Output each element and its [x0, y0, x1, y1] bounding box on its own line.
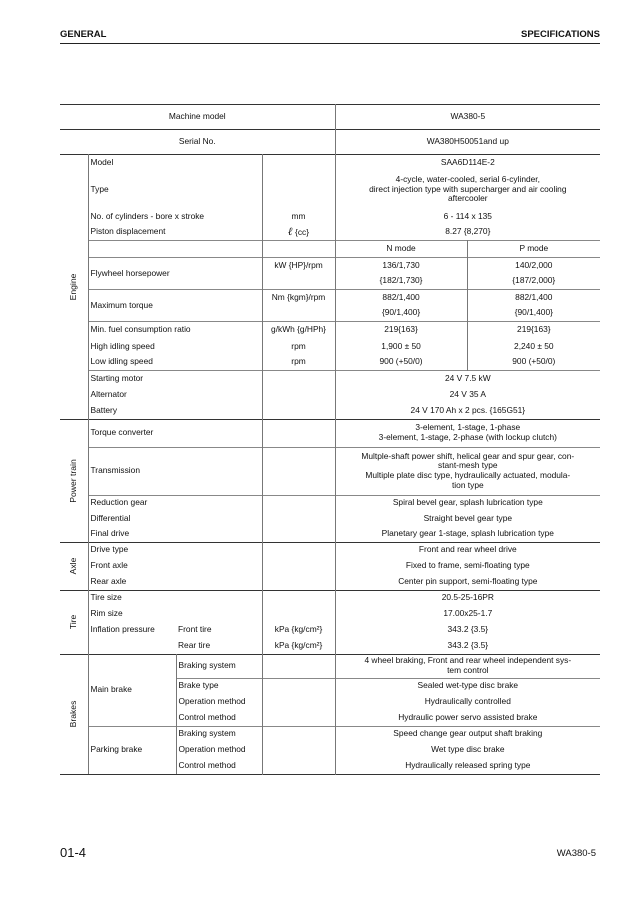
rim-size-label: Rim size — [90, 608, 123, 619]
engine-type-value: 4-cycle, water-cooled, serial 6-cylinder, direct injection type with supercharger and air cooling aftercooler — [335, 171, 600, 209]
table-row — [60, 606, 600, 622]
table-row — [60, 339, 600, 355]
table-row — [60, 225, 600, 241]
p-mode-header: P mode — [467, 241, 600, 258]
alternator-value: 24 V 35 A — [335, 387, 600, 403]
main-braking-system-value: 4 wheel braking, Front and rear wheel independent sys- tem control — [335, 654, 600, 678]
front-axle-label: Front axle — [90, 560, 128, 571]
table-row — [60, 726, 600, 742]
unit-cell — [262, 171, 335, 209]
flywheel-n-value: 136/1,730 — [335, 258, 467, 274]
flywheel-label: Flywheel horsepower — [90, 267, 170, 278]
torque-n-kgm: {90/1,400} — [335, 306, 467, 322]
starter-label: Starting motor — [90, 372, 144, 383]
engine-model-value: SAA6D114E-2 — [335, 155, 600, 171]
park-control-value: Hydraulically released spring type — [335, 758, 600, 774]
serial-label: Serial No. — [178, 136, 216, 147]
rear-tire-value: 343.2 {3.5} — [335, 638, 600, 654]
rear-tire-label: Rear tire — [178, 639, 211, 650]
main-brake-label: Main brake — [90, 684, 132, 695]
front-axle-value: Fixed to frame, semi-floating type — [335, 558, 600, 574]
table-row — [60, 654, 600, 678]
flywheel-n-hp: {182/1,730} — [335, 274, 467, 290]
table-row — [60, 171, 600, 209]
table-row — [60, 511, 600, 526]
table-row — [60, 322, 600, 339]
low-idle-unit: rpm — [262, 355, 335, 371]
table-row — [60, 419, 600, 447]
torque-label: Maximum torque — [90, 299, 153, 310]
table-row — [60, 447, 600, 495]
engine-model-label: Model — [90, 156, 114, 167]
reduction-gear-value: Spiral bevel gear, splash lubrication type — [335, 495, 600, 511]
battery-value: 24 V 170 Ah x 2 pcs. {165G51} — [335, 403, 600, 419]
group-label-tire: Tire — [60, 590, 88, 654]
table-row — [60, 258, 600, 274]
flywheel-p-hp: {187/2,000} — [467, 274, 600, 290]
page-header — [60, 29, 600, 44]
displacement-unit: ℓ {cc} — [262, 225, 335, 241]
fuel-label: Min. fuel consumption ratio — [90, 324, 191, 335]
cylinders-label: No. of cylinders - bore x stroke — [90, 210, 205, 221]
park-braking-system-label: Braking system — [176, 726, 262, 742]
fuel-unit: g/kWh {g/HPh} — [262, 322, 335, 339]
tire-size-value: 20.5-25-16PR — [335, 590, 600, 606]
low-idle-label: Low idling speed — [90, 356, 153, 367]
torque-p-kgm: {90/1,400} — [467, 306, 600, 322]
main-control-value: Hydraulic power servo assisted brake — [335, 710, 600, 726]
engine-type-label: Type — [90, 183, 109, 194]
front-tire-unit: kPa {kg/cm²} — [262, 622, 335, 638]
table-row — [60, 241, 600, 258]
fuel-p-value: 219{163} — [467, 322, 600, 339]
specifications-table — [60, 104, 600, 775]
park-operation-value: Wet type disc brake — [335, 742, 600, 758]
rear-axle-label: Rear axle — [90, 575, 127, 586]
main-brake-type-label: Brake type — [176, 678, 262, 694]
table-row — [60, 290, 600, 306]
main-operation-value: Hydraulically controlled — [335, 694, 600, 710]
front-tire-label: Front tire — [178, 624, 212, 635]
torque-n-value: 882/1,400 — [335, 290, 467, 306]
parking-brake-label: Parking brake — [88, 726, 176, 774]
page-number: 01-4 — [60, 845, 87, 860]
rear-axle-value: Center pin support, semi-floating type — [335, 574, 600, 590]
battery-label: Battery — [90, 404, 118, 415]
group-label-power-train: Power train — [60, 419, 88, 542]
final-drive-label: Final drive — [90, 527, 130, 538]
low-idle-p: 900 (+50/0) — [467, 355, 600, 371]
drive-type-label: Drive type — [90, 544, 129, 555]
torque-converter-value: 3-element, 1-stage, 1-phase 3-element, 1-stage, 2-phase (with lockup clutch) — [335, 419, 600, 447]
main-control-label: Control method — [176, 710, 262, 726]
displacement-value: 8.27 {8,270} — [335, 225, 600, 241]
starter-value: 24 V 7.5 kW — [335, 371, 600, 387]
table-row — [60, 155, 600, 171]
table-row — [60, 558, 600, 574]
header-section-title: GENERAL — [60, 29, 107, 40]
group-label-engine: Engine — [60, 155, 88, 420]
park-braking-system-value: Speed change gear output shaft braking — [335, 726, 600, 742]
table-row — [60, 355, 600, 371]
table-row — [60, 371, 600, 387]
serial-value: WA380H50051and up — [335, 130, 600, 155]
differential-label: Differential — [90, 512, 131, 523]
flywheel-p-value: 140/2,000 — [467, 258, 600, 274]
cylinders-unit: mm — [262, 209, 335, 225]
inflation-pressure-label: Inflation pressure — [90, 624, 155, 634]
alternator-label: Alternator — [90, 388, 127, 399]
differential-value: Straight bevel gear type — [335, 511, 600, 526]
park-operation-label: Operation method — [176, 742, 262, 758]
transmission-value: Multple-shaft power shift, helical gear and spur gear, con- stant-mesh type Multiple plate disc type, hydraulically actuated, modula- tion type — [335, 447, 600, 495]
rim-size-value: 17.00x25-1.7 — [335, 606, 600, 622]
table-row — [60, 574, 600, 590]
tire-size-label: Tire size — [90, 592, 122, 603]
table-row — [60, 387, 600, 403]
transmission-label: Transmission — [90, 465, 140, 476]
table-row — [60, 542, 600, 558]
cylinders-value: 6 - 114 x 135 — [335, 209, 600, 225]
main-brake-type-value: Sealed wet-type disc brake — [335, 678, 600, 694]
table-row — [60, 209, 600, 225]
high-idle-unit: rpm — [262, 339, 335, 355]
header-chapter-title: SPECIFICATIONS — [521, 29, 600, 40]
footer-model: WA380-5 — [556, 848, 596, 859]
front-tire-value: 343.2 {3.5} — [335, 622, 600, 638]
n-mode-header: N mode — [335, 241, 467, 258]
final-drive-value: Planetary gear 1-stage, splash lubrication type — [335, 526, 600, 542]
high-idle-n: 1,900 ± 50 — [335, 339, 467, 355]
high-idle-label: High idling speed — [90, 340, 155, 351]
rear-tire-unit: kPa {kg/cm²} — [262, 638, 335, 654]
table-row — [60, 622, 600, 638]
fuel-n-value: 219{163} — [335, 322, 467, 339]
torque-p-value: 882/1,400 — [467, 290, 600, 306]
machine-model-value: WA380-5 — [335, 105, 600, 130]
torque-unit: Nm {kgm}/rpm — [262, 290, 335, 306]
table-row — [60, 403, 600, 419]
displacement-label: Piston displacement — [90, 226, 166, 237]
flywheel-unit: kW {HP}/rpm — [262, 258, 335, 274]
high-idle-p: 2,240 ± 50 — [467, 339, 600, 355]
torque-converter-label: Torque converter — [90, 427, 154, 438]
table-row — [60, 526, 600, 542]
table-row — [60, 495, 600, 511]
main-braking-system-label: Braking system — [176, 654, 262, 678]
park-control-label: Control method — [176, 758, 262, 774]
main-operation-label: Operation method — [176, 694, 262, 710]
table-row — [60, 590, 600, 606]
group-label-axle: Axle — [60, 542, 88, 590]
low-idle-n: 900 (+50/0) — [335, 355, 467, 371]
group-label-brakes: Brakes — [60, 654, 88, 774]
drive-type-value: Front and rear wheel drive — [335, 542, 600, 558]
table-row — [60, 130, 600, 155]
unit-cell — [262, 155, 335, 171]
reduction-gear-label: Reduction gear — [90, 497, 148, 508]
table-row — [60, 105, 600, 130]
machine-model-label: Machine model — [168, 111, 226, 122]
